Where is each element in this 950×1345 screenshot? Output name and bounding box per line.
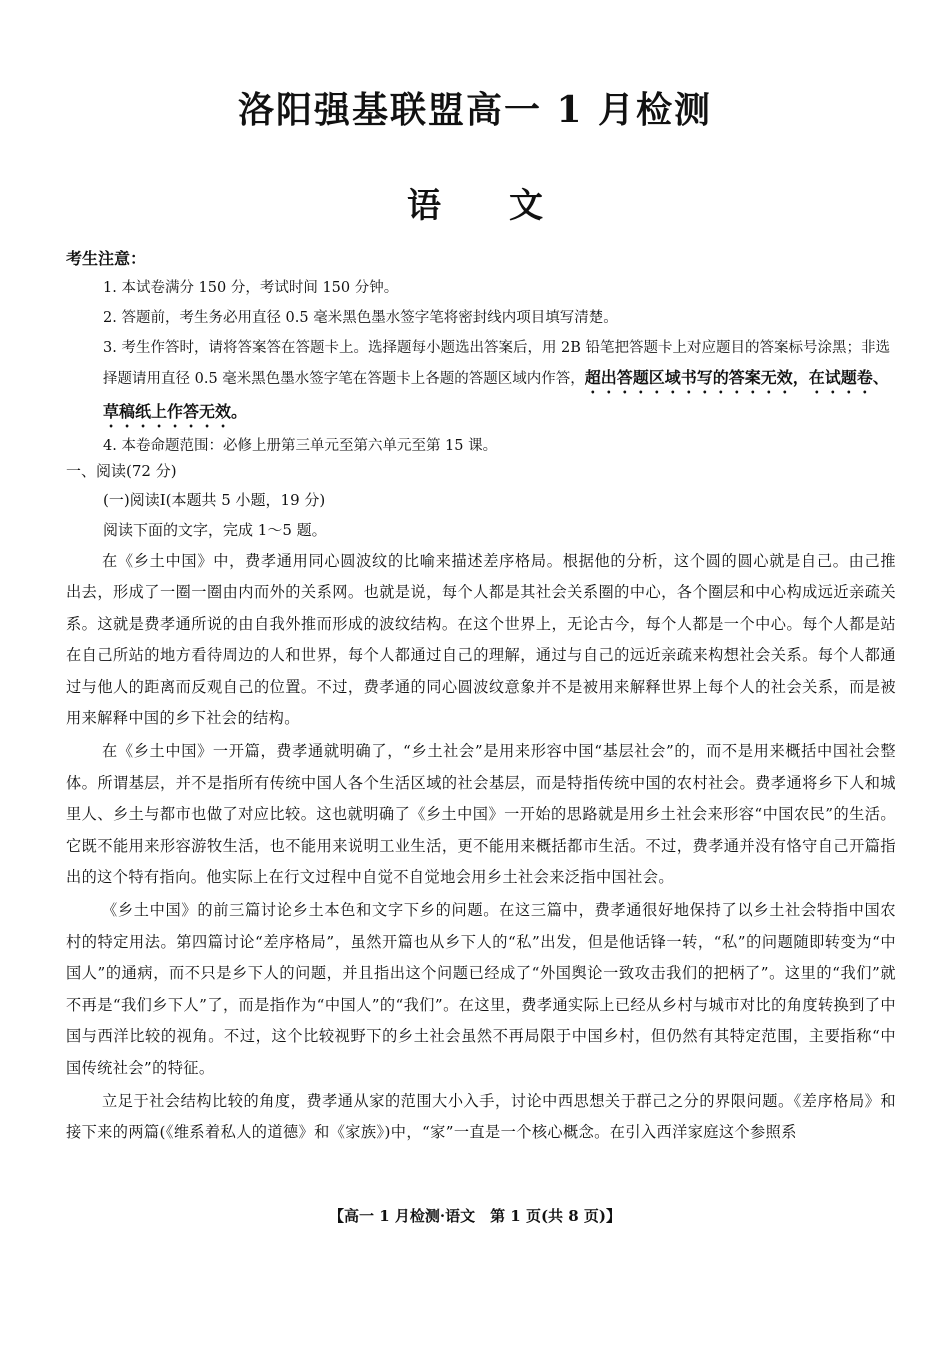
notice-item-2: 2. 答题前，考生务必用直径 0.5 毫米黑色墨水签字笔将密封线内项目填写清楚。 (103, 310, 618, 326)
section-heading: 一、阅读(72 分) (66, 462, 177, 480)
page-footer: 【高一 1 月检测·语文 第 1 页(共 8 页)】 (328, 1207, 622, 1225)
notice-heading: 考生注意： (66, 249, 147, 268)
passage-paragraph-1: 在《乡土中国》中，费孝通用同心圆波纹的比喻来描述差序格局。根据他的分析，这个圆的圆心就是自己。由己推出去，形成了一圈一圈由内而外的关系网。也就是说，每个人都是其社会关系圈的中心，各个圈层和中心构成远近亲疏关系。这就是费孝通所说的由自我外推而形成的波纹结构。在这个世界上，无论古今，每个人都是一个中心。每个人都是站在自己所站的地方看待周边的人和世界，每个人都通过自己的理解，通过与自己的远近亲疏来构想社会关系。每个人都通过与他人的距离而反观自己的位置。不过，费孝通的同心圆波纹意象并不是被用来解释世界上每个人的社会关系，而是被用来解释中国的乡下社会的结构。 (66, 552, 896, 728)
section-subheading: (一)阅读Ⅰ(本题共 5 小题，19 分) (103, 491, 326, 509)
passage-paragraph-4: 立足于社会结构比较的角度，费孝通从家的范围大小入手，讨论中西思想关于群己之分的界限问题。《差序格局》和接下来的两篇(《维系着私人的道德》和《家族》)中，“家”一直是一个核心概念。在引入西洋家庭这个参照系 (66, 1091, 896, 1142)
reading-section (66, 457, 896, 1151)
subject-char-2: 文 (509, 186, 543, 226)
candidate-notice (66, 246, 896, 461)
notice-item-1: 1. 本试卷满分 150 分，考试时间 150 分钟。 (103, 280, 399, 296)
notice-item-3-text: 3. 考生作答时，请将答案答在答题卡上。选择题每小题选出答案后，用 2B 铅笔把答题卡上对应题目的答案标号涂黑；非选择题请用直径 0.5 毫米黑色墨水签字笔在答题卡上各题的答题区域内作答， (103, 340, 891, 387)
exam-title: 洛阳强基联盟高一 1 月检测 (237, 89, 713, 131)
subject-char-1: 语 (407, 186, 441, 226)
notice-item-4: 4. 本卷命题范围：必修上册第三单元至第六单元至第 15 课。 (103, 438, 498, 454)
reading-instruction: 阅读下面的文字，完成 1～5 题。 (103, 521, 327, 539)
subject-title (0, 178, 950, 227)
notice-item-3-emphasis: 超出答题区域书写的答案无效，在试题卷、草稿纸上作答无效。 (103, 368, 889, 421)
notice-item-3 (66, 333, 896, 431)
passage-paragraph-3: 《乡土中国》的前三篇讨论乡土本色和文字下乡的问题。在这三篇中，费孝通很好地保持了以乡土社会特指中国农村的特定用法。第四篇讨论“差序格局”，虽然开篇也从乡下人的“私”出发，但是他话锋一转，“私”的问题随即转变为“中国人”的通病，而不只是乡下人的问题，并且指出这个问题已经成了“外国舆论一致攻击我们的把柄了”。这里的“我们”就不再是“我们乡下人”了，而是指作为“中国人”的“我们”。在这里，费孝通实际上已经从乡村与城市对比的角度转换到了中国与西洋比较的视角。不过，这个比较视野下的乡土社会虽然不再局限于中国乡村，但仍然有其特定范围，主要指称“中国传统社会”的特征。 (66, 901, 896, 1077)
passage-paragraph-2: 在《乡土中国》一开篇，费孝通就明确了，“乡土社会”是用来形容中国“基层社会”的，而不是用来概括中国社会整体。所谓基层，并不是指所有传统中国人各个生活区域的社会基层，而是特指传统中国的农村社会。费孝通将乡下人和城里人、乡土与都市也做了对应比较。这也就明确了《乡土中国》一开始的思路就是用乡土社会来形容“中国农民”的生活。它既不能用来形容游牧生活，也不能用来说明工业生活，更不能用来概括都市生活。不过，费孝通并没有恪守自己开篇指出的这个特有指向。他实际上在行文过程中自觉不自觉地会用乡土社会来泛指中国社会。 (66, 742, 896, 887)
